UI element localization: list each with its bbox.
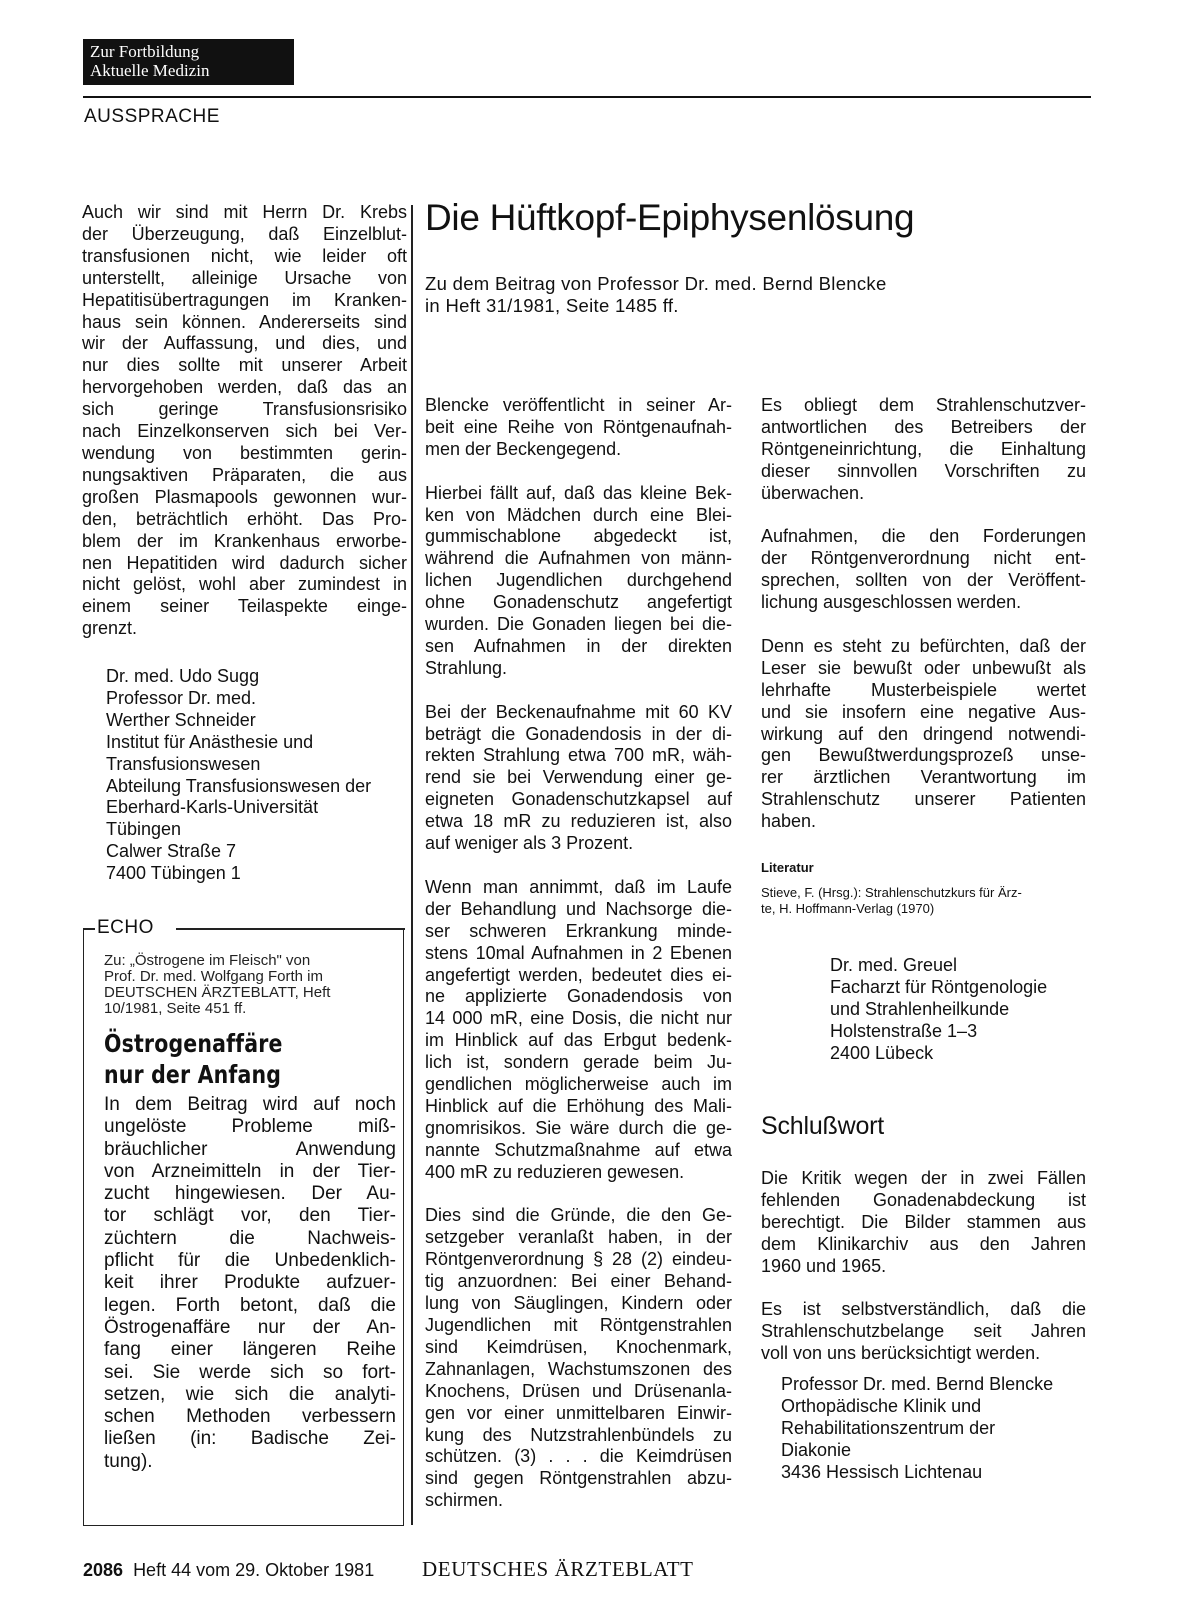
text-line: Strahlenschutzbelange seit Jahren bbox=[761, 1321, 1086, 1342]
text-line: der Röntgenverordnung nicht ent- bbox=[761, 548, 1086, 569]
text-line: wirkung auf den dringend notwendi- bbox=[761, 723, 1086, 744]
text-line: legen. Forth betont, daß die bbox=[104, 1294, 396, 1316]
text-line: gnomrisikos. Sie wäre durch die ge- bbox=[425, 1117, 732, 1138]
text-line: Strahlung. bbox=[425, 657, 508, 678]
literature-heading: Literatur bbox=[761, 860, 814, 875]
text-line: gendlichen möglicherweise auch im bbox=[425, 1074, 732, 1095]
text-line: kung des Nutzstrahlenbündels zu bbox=[425, 1424, 732, 1445]
text-line: dem Klinikarchiv aus den Jahren bbox=[761, 1233, 1086, 1254]
text-line: Die Kritik wegen der in zwei Fällen bbox=[761, 1168, 1086, 1188]
section-label: AUSSPRACHE bbox=[84, 106, 220, 127]
text-line: setzen, wie sich die analyti- bbox=[104, 1383, 396, 1405]
signature-line: Professor Dr. med. bbox=[106, 687, 257, 708]
title-line: Östrogenaffäre bbox=[104, 1029, 283, 1058]
text-line: grenzt. bbox=[82, 618, 138, 639]
text-line: wir der Auffassung, und dies, und bbox=[82, 333, 407, 354]
text-line: schirmen. bbox=[425, 1490, 504, 1511]
echo-text bbox=[104, 1094, 396, 1473]
text-line: nach Einzelkonserven sich bei Ver- bbox=[82, 421, 407, 442]
text-line: ser schweren Erkrankung minde- bbox=[425, 920, 732, 941]
text-line: Röntgeneinrichtung, die Einhaltung bbox=[761, 438, 1086, 459]
text-line: schützen. (3) . . . die Keimdrüsen bbox=[425, 1446, 732, 1467]
text-line: men der Beckengegend. bbox=[425, 438, 622, 459]
text-line: Östrogenaffäre nur der An- bbox=[104, 1316, 396, 1338]
text-line: angefertigt werden, bedeutet dies ei- bbox=[425, 964, 732, 985]
schlusswort-text bbox=[761, 1168, 1086, 1365]
text-line: von Arzneimitteln in der Tier- bbox=[104, 1160, 396, 1182]
signature-line: Dr. med. Udo Sugg bbox=[106, 666, 260, 686]
text-line: gen vor einer unmittelbaren Einwir- bbox=[425, 1402, 732, 1423]
article-column-3 bbox=[761, 395, 1086, 833]
text-line: gummischablone abgedeckt ist, bbox=[425, 526, 732, 547]
reference-line: Prof. Dr. med. Wolfgang Forth im bbox=[104, 968, 323, 985]
text-line: sind Keimdrüsen, Knochenmark, bbox=[425, 1336, 732, 1357]
text-line: haben. bbox=[761, 811, 817, 832]
text-line: tung). bbox=[104, 1450, 153, 1472]
signature-line: Professor Dr. med. Bernd Blencke bbox=[781, 1374, 1054, 1394]
paragraph bbox=[761, 636, 1086, 833]
text-line: rekten Strahlung etwa 700 mR, wäh- bbox=[425, 745, 732, 766]
author-signature bbox=[781, 1374, 1053, 1484]
letter-text bbox=[82, 202, 407, 640]
text-line: den, beträchtlich erhöht. Das Pro- bbox=[82, 508, 407, 529]
text-line: In dem Beitrag wird auf noch bbox=[104, 1094, 396, 1115]
text-line: lung von Säuglingen, Kindern oder bbox=[425, 1293, 732, 1314]
signature-line: Eberhard-Karls-Universität bbox=[106, 797, 319, 818]
text-line: keit ihrer Produkte aufzuer- bbox=[104, 1272, 396, 1294]
text-line: züchtern die Nachweis- bbox=[104, 1227, 396, 1249]
text-line: voll von uns berücksichtigt werden. bbox=[761, 1343, 1041, 1364]
text-line: beit eine Reihe von Röntgenaufnah- bbox=[425, 416, 732, 437]
literature-line: te, H. Hoffmann-Verlag (1970) bbox=[761, 901, 935, 916]
text-line: ken von Mädchen durch eine Blei- bbox=[425, 504, 732, 525]
text-line: sen Aufnahmen in der direkten bbox=[425, 635, 732, 656]
text-line: stens 10mal Aufnahmen in 2 Ebenen bbox=[425, 942, 732, 963]
text-line: rer ärztlichen Verantwortung im bbox=[761, 767, 1086, 788]
text-line: tig anzuordnen: Bei einer Behand- bbox=[425, 1271, 732, 1292]
text-line: der Überzeugung, daß Einzelblut- bbox=[82, 223, 407, 244]
signature-line: 3436 Hessisch Lichtenau bbox=[781, 1461, 983, 1482]
text-line: setzgeber veranlaßt haben, in der bbox=[425, 1227, 732, 1248]
text-line: etwa 18 mR zu reduzieren ist, also bbox=[425, 811, 732, 832]
text-line: lehrhafte Musterbeispiele wertet bbox=[761, 679, 1086, 700]
text-line: ohne Gonadenschutz angefertigt bbox=[425, 592, 732, 613]
subtitle-line: Zu dem Beitrag von Professor Dr. med. Bernd Blencke bbox=[425, 273, 887, 294]
signature-line: Holstenstraße 1–3 bbox=[830, 1020, 978, 1041]
paragraph bbox=[425, 702, 732, 855]
echo-reference bbox=[104, 953, 394, 1017]
signature-line: 2400 Lübeck bbox=[830, 1042, 934, 1063]
title-line: nur der Anfang bbox=[104, 1060, 282, 1089]
text-line: während die Aufnahmen von männ- bbox=[425, 548, 732, 569]
text-line: dieser sinnvollen Vorschriften zu bbox=[761, 460, 1086, 481]
article-column-2 bbox=[425, 395, 732, 1512]
text-line: großen Plasmapools gewonnen wur- bbox=[82, 486, 407, 507]
reference-line: Zu: „Östrogene im Fleisch" von bbox=[104, 952, 311, 969]
text-line: Knochens, Drüsen und Drüsenanla- bbox=[425, 1380, 732, 1401]
reader-signature bbox=[830, 955, 1047, 1065]
text-line: wurden. Die Gonaden liegen bei die- bbox=[425, 614, 732, 635]
paragraph bbox=[425, 877, 732, 1184]
text-line: Auch wir sind mit Herrn Dr. Krebs bbox=[82, 202, 407, 222]
text-line: sind gegen Röntgenstrahlen abzu- bbox=[425, 1468, 732, 1489]
signature-line: Transfusionswesen bbox=[106, 753, 261, 774]
text-line: unterstellt, alleinige Ursache von bbox=[82, 267, 407, 288]
text-line: Jugendlichen mit Röntgenstrahlen bbox=[425, 1315, 732, 1335]
text-line: rend sie bei Verwendung einer ge- bbox=[425, 767, 732, 788]
text-line: Es ist selbstverständlich, daß die bbox=[761, 1299, 1086, 1320]
text-line: schen Methoden verbessern bbox=[104, 1406, 396, 1428]
paragraph bbox=[761, 1299, 1086, 1365]
signature-line: 7400 Tübingen 1 bbox=[106, 863, 241, 884]
text-line: Aufnahmen, die den Forderungen bbox=[761, 526, 1086, 547]
text-line: haus sein können. Andererseits sind bbox=[82, 311, 407, 332]
text-line: Denn es steht zu befürchten, daß der bbox=[761, 635, 1086, 656]
signature-line: und Strahlenheilkunde bbox=[830, 998, 1010, 1019]
text-line: fang einer längeren Reihe bbox=[104, 1339, 396, 1361]
rubric-box bbox=[83, 39, 294, 85]
text-line: einem seiner Teilaspekte einge- bbox=[82, 596, 407, 617]
page-footer bbox=[83, 1560, 374, 1581]
text-line: lichen Jugendlichen durchgehend bbox=[425, 570, 732, 591]
text-line: Leser sie bewußt oder unbewußt als bbox=[761, 657, 1086, 678]
text-line: wendung von bestimmten gerin- bbox=[82, 442, 407, 463]
subtitle-line: in Heft 31/1981, Seite 1485 ff. bbox=[425, 295, 679, 316]
signature-line: Dr. med. Greuel bbox=[830, 955, 958, 975]
text-line: Hepatitisübertragungen im Kranken- bbox=[82, 289, 407, 310]
journal-name: DEUTSCHES ÄRZTEBLATT bbox=[422, 1557, 694, 1581]
column-divider bbox=[411, 205, 413, 1525]
paragraph bbox=[761, 526, 1086, 614]
echo-label: ECHO bbox=[97, 917, 154, 938]
text-line: Bei der Beckenaufnahme mit 60 KV bbox=[425, 701, 732, 722]
text-line: antwortlichen des Betreibers der bbox=[761, 416, 1086, 437]
text-line: nungsaktiven Präparaten, die aus bbox=[82, 464, 407, 485]
reference-line: DEUTSCHEN ÄRZTEBLATT, Heft bbox=[104, 984, 331, 1001]
text-line: Zahnanlagen, Wachstumszonen des bbox=[425, 1358, 732, 1379]
text-line: beträgt die Gonadendosis in der di- bbox=[425, 723, 732, 744]
literature-text bbox=[761, 885, 1086, 917]
text-line: Röntgenverordnung § 28 (2) eindeu- bbox=[425, 1249, 732, 1270]
signature-line: Institut für Anästhesie und bbox=[106, 731, 314, 752]
signature-line: Facharzt für Röntgenologie bbox=[830, 976, 1048, 997]
text-line: nicht gelöst, wohl aber zumindest in bbox=[82, 574, 407, 595]
signature-line: Calwer Straße 7 bbox=[106, 841, 237, 862]
text-line: Wenn man annimmt, daß im Laufe bbox=[425, 876, 732, 897]
text-line: Dies sind die Gründe, die den Ge- bbox=[425, 1205, 732, 1226]
text-line: lich ist, sondern gerade beim Ju- bbox=[425, 1052, 732, 1073]
text-line: blem der im Krankenhaus erworbe- bbox=[82, 530, 407, 551]
text-line: sprechen, sollten von der Veröffent- bbox=[761, 570, 1086, 591]
text-line: nannte Schutzmaßnahme auf etwa bbox=[425, 1139, 732, 1160]
signature-line: Tübingen bbox=[106, 819, 182, 840]
top-rule bbox=[83, 96, 1091, 98]
text-line: auf weniger als 3 Prozent. bbox=[425, 833, 634, 854]
text-line: der Behandlung und Nachsorge die- bbox=[425, 898, 732, 919]
rubric-line-1: Zur Fortbildung bbox=[90, 42, 200, 61]
signature-line: Orthopädische Klinik und bbox=[781, 1395, 982, 1416]
signature-line: Diakonie bbox=[781, 1439, 852, 1460]
rubric-line-2: Aktuelle Medizin bbox=[90, 61, 210, 80]
paragraph bbox=[761, 395, 1086, 505]
text-line: Strahlenschutz unserer Patienten bbox=[761, 789, 1086, 810]
text-line: ließen (in: Badische Zei- bbox=[104, 1428, 396, 1450]
signature-line: Abteilung Transfusionswesen der bbox=[106, 775, 372, 796]
text-line: 400 mR zu reduzieren gewesen. bbox=[425, 1161, 685, 1182]
text-line: und sie insofern eine negative Aus- bbox=[761, 701, 1086, 722]
text-line: ungelöste Probleme miß- bbox=[104, 1116, 396, 1138]
text-line: Blencke veröffentlicht in seiner Ar- bbox=[425, 395, 732, 415]
article-subtitle bbox=[425, 273, 887, 317]
echo-box-top-right bbox=[176, 928, 405, 930]
schlusswort-heading: Schlußwort bbox=[761, 1112, 885, 1140]
paragraph bbox=[425, 483, 732, 680]
echo-title bbox=[104, 1028, 283, 1090]
text-line: hervorgehoben werden, daß das an bbox=[82, 377, 407, 398]
text-line: 1960 und 1965. bbox=[761, 1255, 887, 1276]
text-line: im Hinblick auf das Erbgut bedenk- bbox=[425, 1030, 732, 1051]
signature-line: Werther Schneider bbox=[106, 709, 256, 730]
text-line: sei. Sie werde sich so fort- bbox=[104, 1361, 396, 1383]
issue-info: Heft 44 vom 29. Oktober 1981 bbox=[133, 1560, 375, 1580]
text-line: nur dies sollte mit unserer Arbeit bbox=[82, 355, 407, 376]
text-line: sich geringe Transfusionsrisiko bbox=[82, 399, 407, 420]
article-title: Die Hüftkopf-Epiphysenlösung bbox=[425, 197, 915, 238]
text-line: eigneten Gonadenschutzkapsel auf bbox=[425, 789, 732, 810]
text-line: tor schlägt vor, den Tier- bbox=[104, 1205, 396, 1227]
text-line: ne applizierte Gonadendosis von bbox=[425, 986, 732, 1007]
text-line: lichung ausgeschlossen werden. bbox=[761, 592, 1022, 613]
text-line: Hinblick auf die Erhöhung des Mali- bbox=[425, 1095, 732, 1116]
echo-box-top-left bbox=[83, 928, 95, 930]
page-number: 2086 bbox=[83, 1560, 124, 1580]
letter-signature bbox=[106, 666, 411, 885]
paragraph bbox=[761, 1168, 1086, 1278]
text-line: berechtigt. Die Bilder stammen aus bbox=[761, 1211, 1086, 1232]
text-line: überwachen. bbox=[761, 482, 865, 503]
text-line: nen Hepatitiden wird dadurch sicher bbox=[82, 552, 407, 573]
text-line: gen Bewußtwerdungsprozeß unse- bbox=[761, 745, 1086, 766]
text-line: Hierbei fällt auf, daß das kleine Bek- bbox=[425, 482, 732, 503]
text-line: pflicht für die Unbedenklich- bbox=[104, 1250, 396, 1272]
literature-line: Stieve, F. (Hrsg.): Strahlenschutzkurs für Ärz- bbox=[761, 885, 1022, 900]
paragraph bbox=[425, 395, 732, 461]
text-line: 14 000 mR, eine Dosis, die nicht nur bbox=[425, 1008, 732, 1029]
text-line: bräuchlicher Anwendung bbox=[104, 1138, 396, 1160]
text-line: Es obliegt dem Strahlenschutzver- bbox=[761, 395, 1086, 415]
reference-line: 10/1981, Seite 451 ff. bbox=[104, 1000, 247, 1017]
text-line: transfusionen nicht, wie leider oft bbox=[82, 245, 407, 266]
text-line: zucht hingewiesen. Der Au- bbox=[104, 1183, 396, 1205]
text-line: fehlenden Gonadenabdeckung ist bbox=[761, 1189, 1086, 1210]
signature-line: Rehabilitationszentrum der bbox=[781, 1417, 996, 1438]
paragraph bbox=[425, 1205, 732, 1512]
